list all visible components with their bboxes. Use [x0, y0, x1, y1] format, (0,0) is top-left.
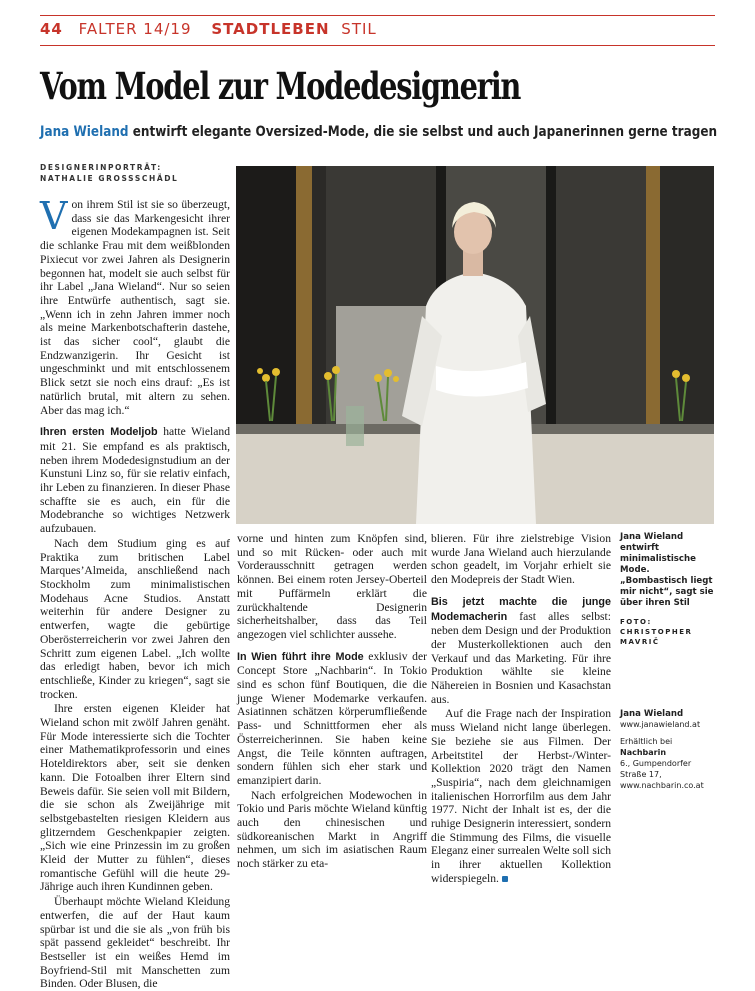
info-store-website[interactable]: www.nachbarin.co.at — [620, 781, 704, 790]
byline-author: NATHALIE GROSSSCHÄDL — [40, 174, 179, 183]
paragraph: Nach dem Studium ging es auf Praktika zum britischen Label Marques’Almeida, anschließend nach Stockholm zum minimalistischen Modehaus Acne Studios. Anstatt weiterhin für andere Designer zu entwerfen, wagte die gebürtige Oberösterreicherin vor zwei Jahren den Schritt zum eigenen Label. „Ich wollte das erledigt haben, bevor ich mich entschließe, Kinder zu kriegen“, sagt sie trocken. — [40, 536, 230, 701]
deck — [40, 124, 717, 140]
paragraph: Überhaupt möchte Wieland Kleidung entwerfen, die auf der Haut kaum spürbar ist und die sie als „von früh bis spät passend gekleidet“ beschreibt. Ihr Bestseller ist ein weißes Hemd im Boyfriend-Stil mit Manschetten zum Binden. Oder Blusen, die — [40, 895, 230, 991]
paragraph: Nach erfolgreichen Modewochen in Tokio und Paris möchte Wieland künftig auch den chinesischen und südkoreanischen Markt in Angriff nehmen, um sich im asiatischen Raum noch stärker zu eta- — [237, 788, 427, 871]
paragraph — [431, 595, 611, 707]
paragraph — [40, 425, 230, 536]
paragraph-text: Auf die Frage nach der Inspiration muss Wieland nicht lange überlegen. Sie beziehe sie aus Filmen. Der Arbeitstitel der Herbst-/Winter-Kollektion 2020 trägt den Namen „Suspiria“, nach dem gleichnamigen italienischen Horrorfilm aus dem Jahr 1977. Nicht der Inhalt ist es, der die ruhige Designerin interessiert, sondern die Stimmung des Films, die visuelle Eleganz einer surrealen Welte soll sich in ihrer aktuellen Kollektion widerspiegeln. — [431, 707, 611, 885]
info-store: Nachbarin — [620, 748, 667, 757]
photo-caption: Jana Wieland entwirft minimalistische Mode. „Bombastisch liegt mir nicht“, sagt sie über ihren Stil — [620, 532, 714, 608]
deck-name: Jana Wieland — [40, 124, 129, 140]
deck-text: entwirft elegante Oversized-Mode, die sie selbst und auch Japanerinnen gerne tragen — [132, 124, 718, 140]
subsection-label: STIL — [341, 20, 377, 38]
run-in-lead: In Wien führt ihre Mode — [237, 650, 364, 663]
photo-credit-label: FOTO: — [620, 618, 652, 626]
issue-label: FALTER 14/19 — [78, 20, 192, 38]
info-address: 6., Gumpendorfer Straße 17, — [620, 759, 692, 779]
paragraph — [237, 650, 427, 788]
portrait-photo — [236, 166, 714, 524]
sidebar — [620, 532, 716, 791]
paragraph — [431, 707, 611, 885]
paragraph-text: exklusiv der Concept Store „Nachbarin“. In Tokio sind es schon fünf Boutiquen, die die junge Wiener Modemarke verkaufen. Asiatinnen schätzen körperumfließende Pass- und Schnittformen eher als Österreicherinnen. Sie haben keine Angst, die Teile könnten auftragen, sondern fühlen sich eher stark und emanzipiert darin. — [237, 649, 427, 787]
top-rule — [40, 15, 715, 16]
paragraph-text: fast alles selbst: neben dem Design und der Produktion der Musterkollektionen auch den Verkauf und das Marketing. Für ihre Produktion wählte sie kleine Nähereien in Bosnien und Kasachstan aus. — [431, 609, 611, 706]
byline-label: DESIGNERINPORTRÄT: — [40, 163, 162, 172]
photo-illustration — [236, 166, 714, 524]
end-mark-icon — [502, 876, 508, 882]
drop-cap: V — [40, 194, 68, 238]
paragraph-text: on ihrem Stil ist sie so überzeugt, dass sie das Markengesicht ihrer eigenen Modekampagnen ist. Seit die schlanke Frau mit dem weißblonden Pixiecut vor zwei Jahren als Designerin begonnen hat, modelt sie auch selbst für ihr Label „Jana Wieland“. Nur so seien ihre Entwürfe authentisch, sagt sie. „Wenn ich in zehn Jahren immer noch als meine Markenbotschafterin dastehe, ist das sicher cool“, glaubt die Endzwanzigerin. Ihr Gesicht ist ungeschminkt und mit entschlossenem Blick setzt sie noch eins drauf: „Es ist natürlich brutal, mit altern zu sehen. Aber das mag ich.“ — [40, 198, 230, 417]
section-label: STADTLEBEN — [211, 20, 330, 38]
photo-credit-name: CHRISTOPHER MAVRIČ — [620, 628, 693, 646]
header-rule — [40, 45, 715, 46]
paragraph — [40, 194, 230, 417]
run-in-lead: Ihren ersten Modeljob — [40, 426, 158, 439]
article-column-2 — [237, 532, 427, 871]
page-header — [40, 20, 715, 42]
paragraph: blieren. Für ihre zielstrebige Vision wurde Jana Wieland auch hierzulande schon geadelt, im Vorjahr erhielt sie den Modepreis der Stadt Wien. — [431, 532, 611, 587]
byline — [40, 162, 178, 184]
paragraph: Ihre ersten eigenen Kleider hat Wieland schon mit zwölf Jahren genäht. Für Mode interessierte sich die Tochter einer Mathematikprofessorin und eines Hoteldirektors aber, seit sie denken kann. Die Fotoalben ihrer Eltern sind Beweis dafür. Sie seien voll mit Bildern, die sie schon als Zweijährige mit selbstgebastelten riesigen Kleidern aus glitzerndem Geschenkpapier zeigten. „Sich wie eine Prinzessin im zu großen Kleid der Mutter zu fühlen“, dieses romantische Gefühl will die heute 29-Jährige auch ihren Kundinnen geben. — [40, 702, 230, 894]
info-name: Jana Wieland — [620, 709, 684, 719]
page-number: 44 — [40, 20, 63, 38]
paragraph-text: hatte Wieland mit 21. Sie empfand es als praktisch, neben ihrem Modedesignstudium an der Kunstuni Linz so, für sie relativ einfach, ihr Leben zu finanzieren. In dieser Phase schaffte sie es auch, ein für die Modebranche so wichtiges Netzwerk aufzubauen. — [40, 425, 230, 536]
article-column-3 — [431, 532, 611, 885]
run-in-lead: Bis jetzt machte die junge Modemacherin — [431, 595, 611, 623]
article-column-1 — [40, 194, 230, 991]
headline: Vom Model zur Modedesignerin — [40, 64, 521, 108]
info-website[interactable]: www.janawieland.at — [620, 720, 701, 729]
paragraph: vorne und hinten zum Knöpfen sind, und so mit Rücken- oder auch mit Vorderausschnitt getragen werden können. Bei einem roten Jersey-Oberteil mit Puffärmeln erklärt die zurückhaltende Designerin sicherheitshalber, dass das Teil angezogen viel schlichter aussehe. — [237, 532, 427, 641]
info-available: Erhältlich bei — [620, 737, 673, 746]
